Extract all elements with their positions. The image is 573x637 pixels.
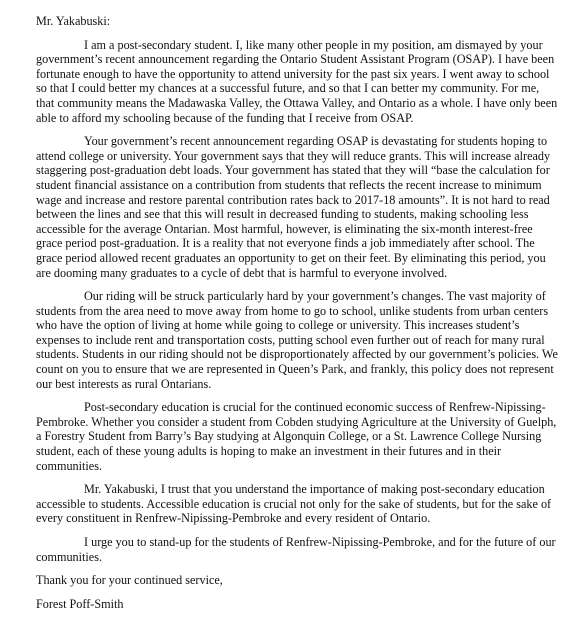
paragraph-4: Post-secondary education is crucial for the continued economic success of Renfrew-Nipissing-Pembroke. Whether you consider a student from Cobden studying Agriculture at the University of Guelph, a Forestry Student from Barry’s Bay studying at Algonquin College, or a St. Lawrence College Nursing student, each of these young adults is hoping to make an investment in their futures and in their communities. xyxy=(36,400,557,473)
paragraph-5: Mr. Yakabuski, I trust that you understand the importance of making post-secondary education accessible to students. Accessible education is crucial not only for the sake of students, but for the sake of every constituent in Renfrew-Nipissing-Pembroke and every resident of Ontario. xyxy=(36,482,552,526)
letter-salutation: Mr. Yakabuski: xyxy=(36,14,111,28)
letter-document xyxy=(36,14,558,611)
paragraph-6: I urge you to stand-up for the students of Renfrew-Nipissing-Pembroke, and for the future of our communities. xyxy=(36,535,556,564)
paragraph-3: Our riding will be struck particularly hard by your government’s changes. The vast majority of students from the area need to move away from home to go to school, unlike students from urban centers who have the option of living at home while going to college or university. This increases student’s expenses to include rent and transportation costs, putting school even further out of reach for many rural students. Students in our riding should not be disproportionately affected by our government’s policies. We count on you to ensure that we are represented in Queen’s Park, and frankly, this policy does not represent our best interests as rural Ontarians. xyxy=(36,289,558,391)
paragraph-2: Your government’s recent announcement regarding OSAP is devastating for students hoping to attend college or university. Your government says that they will reduce grants. This will increase already staggering post-graduation debt loads. Your government has stated that they will “base the calculation for student financial assistance on a contribution from students that reflects the recent increase to minimum wage and increase and restore parental contribution rates back to 2017-18 amounts”. It is not hard to read between the lines and see that this will result in decreased funding to students, making schooling less accessible for the average Ontarian. Most harmful, however, is eliminating the six-month interest-free grace period post-graduation. It is a reality that not everyone finds a job immediately after school. The grace period allowed recent graduates an opportunity to get on their feet. By eliminating this period, you are dooming many graduates to a cycle of debt that is harmful to everyone involved. xyxy=(36,134,551,280)
letter-signature: Forest Poff-Smith xyxy=(36,596,124,611)
letter-closing: Thank you for your continued service, xyxy=(36,573,223,588)
paragraph-1: I am a post-secondary student. I, like many other people in my position, am dismayed by your government’s recent announcement regarding the Ontario Student Assistant Program (OSAP). I have been fortunate enough to have the opportunity to attend university for the past six years. I went away to school so that I could better my chances at a successful future, and so that I can better my community. For me, that community means the Madawaska Valley, the Ottawa Valley, and Ontario as a whole. I have only been able to afford my schooling because of the funding that I receive from OSAP. xyxy=(36,37,558,125)
